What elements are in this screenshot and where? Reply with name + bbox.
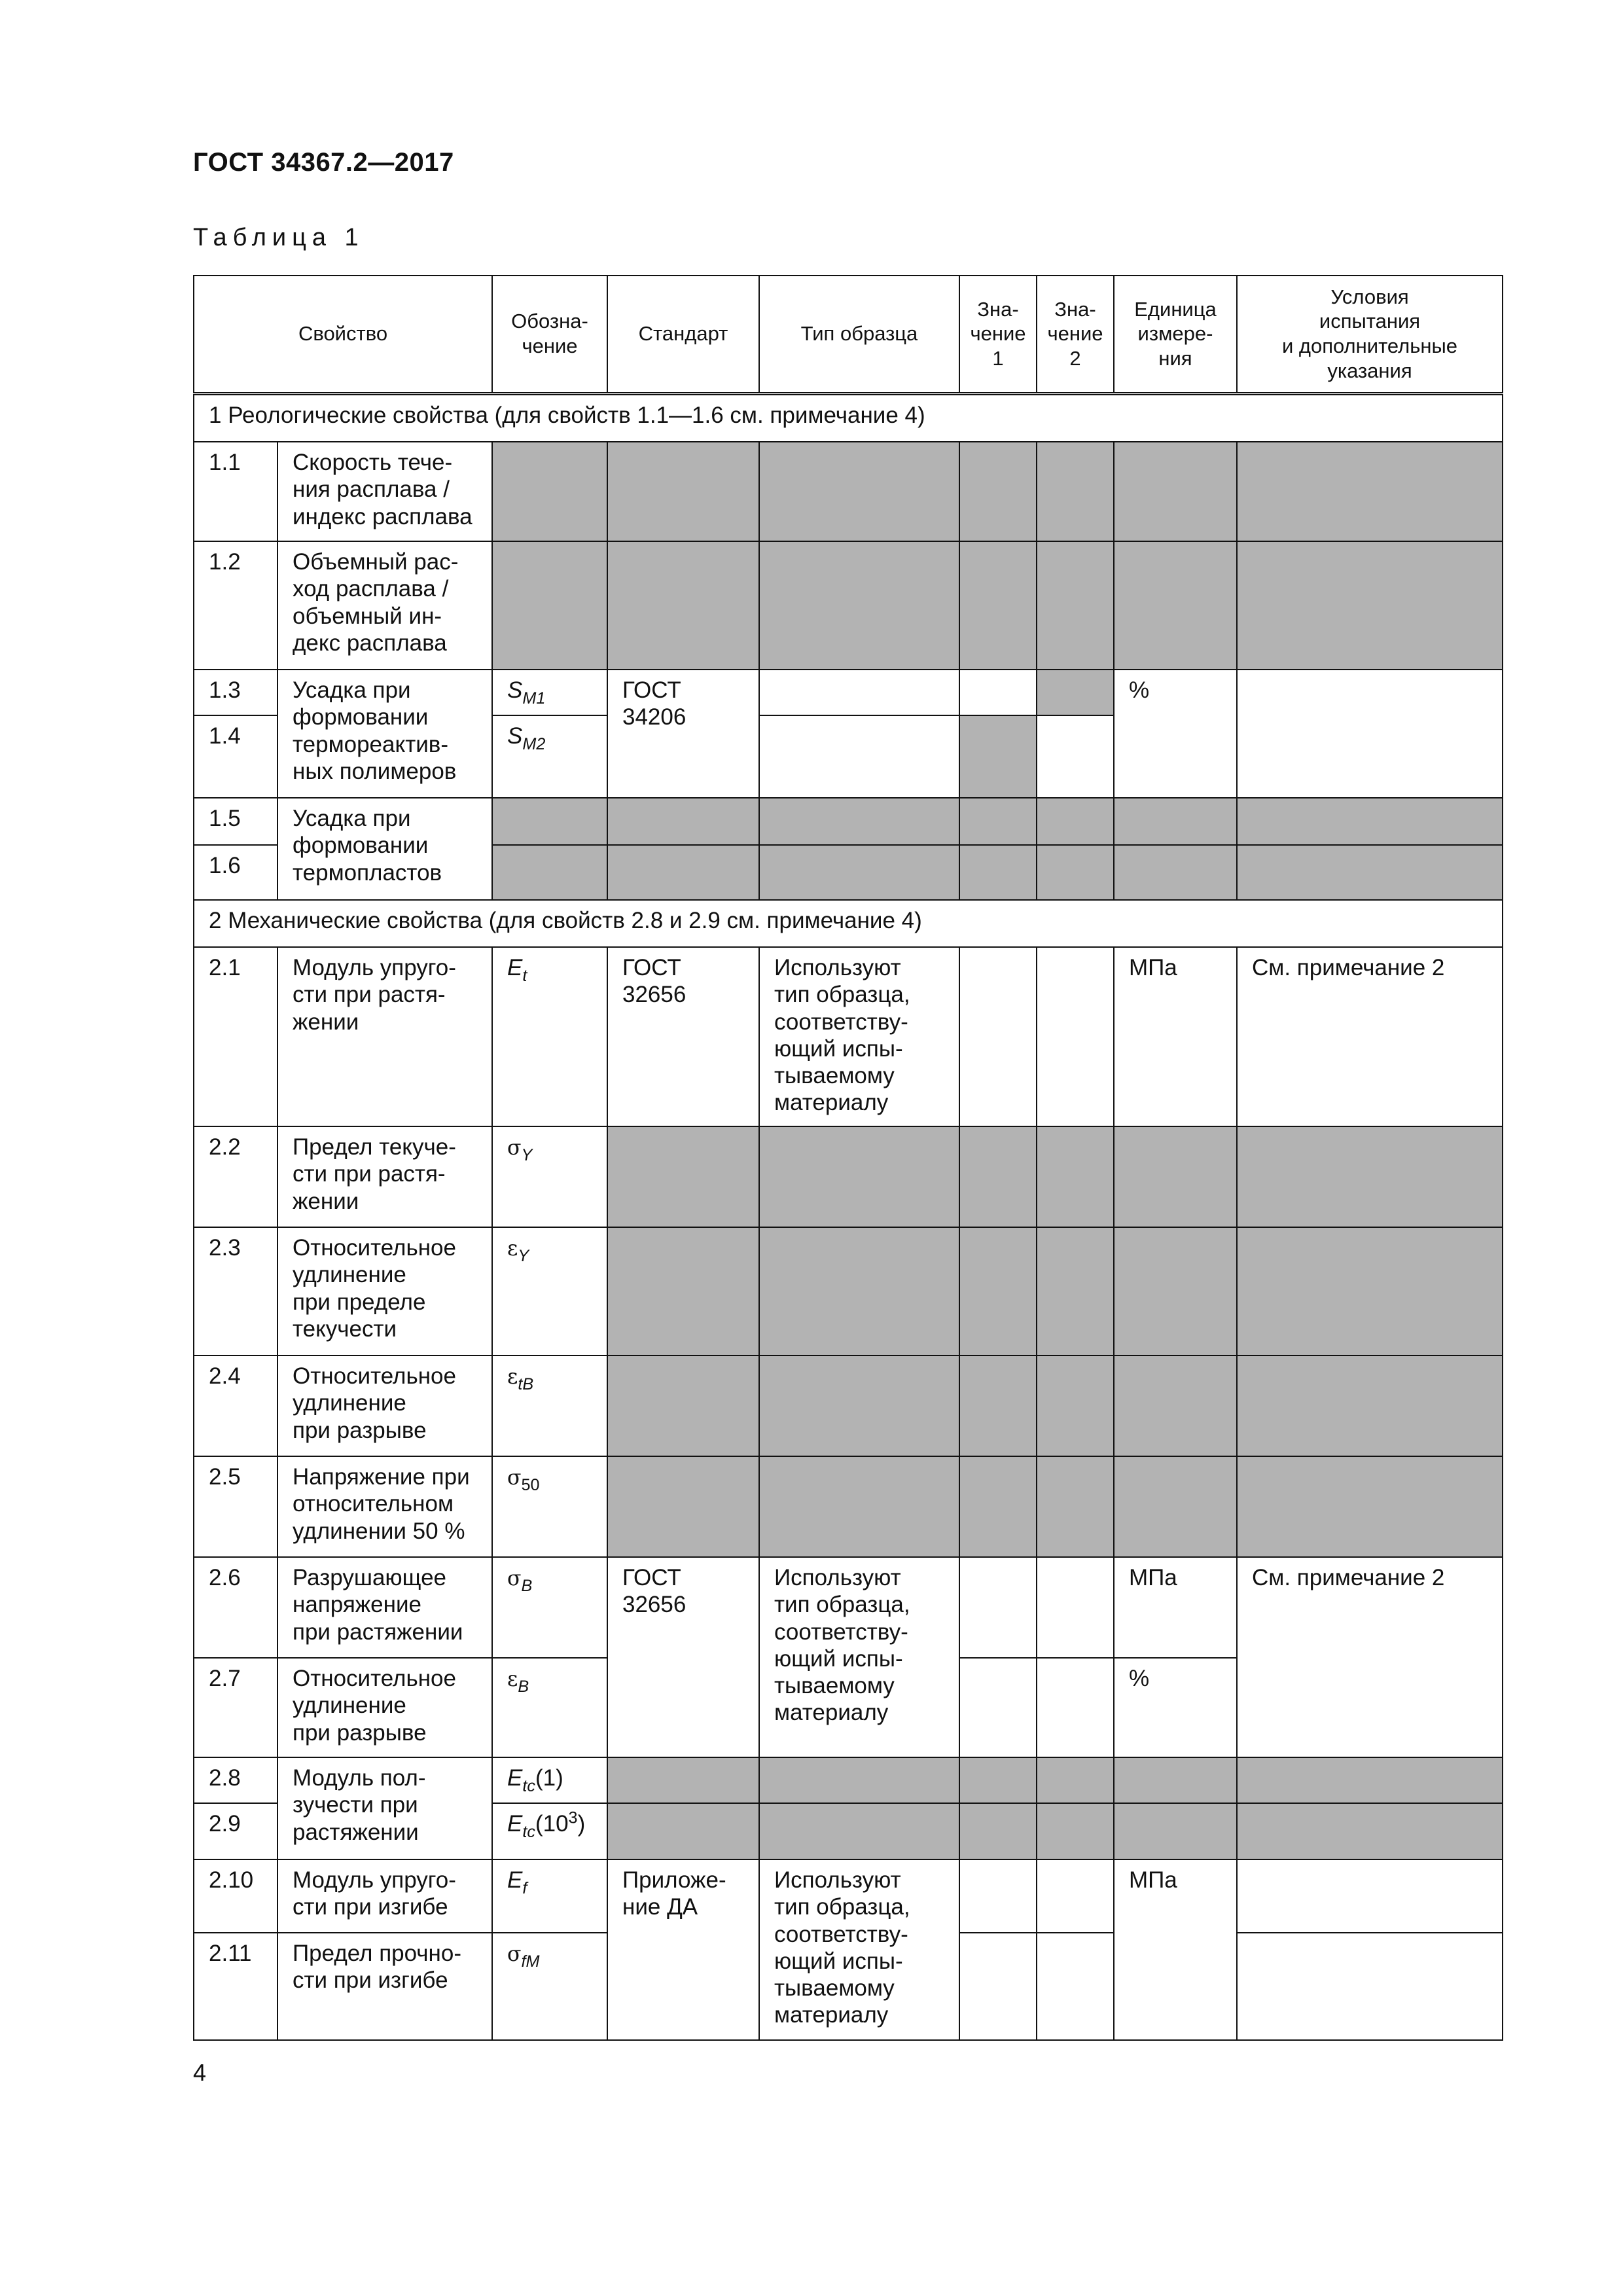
shaded-cell [959,442,1037,541]
shaded-cell [959,541,1037,670]
table-row [194,442,1503,541]
specimen: Используют тип образца, соответству- ющий испы- тываемому материалу [759,1859,959,2040]
property-name: Относительное удлинение при разрыве [277,1355,492,1456]
section-heading: 1 Реологические свойства (для свойств 1.1—1.6 см. примечание 4) [194,393,1503,442]
shaded-cell [759,1803,959,1859]
header-value2-line: чение [1047,322,1103,346]
conditions [1237,1859,1503,1933]
shaded-cell [1237,1757,1503,1803]
shaded-cell [1114,541,1237,670]
conditions [1237,1933,1503,2040]
table-caption: Таблица 1 [193,224,365,251]
row-number: 1.5 [194,798,277,845]
shaded-cell [1237,442,1503,541]
header-value1-line: 1 [992,347,1004,370]
property-name: Предел текуче- сти при растя- жении [277,1126,492,1227]
property-name: Модуль упруго- сти при растя- жении [277,947,492,1126]
header-value2 [1037,276,1114,393]
property-name: Предел прочно- сти при изгибе [277,1933,492,2040]
header-conditions-line: Условия [1330,285,1409,308]
property-name: Разрушающее напряжение при растяжении [277,1557,492,1658]
shaded-cell [1237,845,1503,900]
table-row [194,947,1503,1126]
value2 [1037,715,1114,798]
header-symbol-line: Обозна- [511,310,588,333]
value2 [1037,1557,1114,1658]
table-row [194,670,1503,715]
shaded-cell [1037,1126,1114,1227]
shaded-cell [1037,798,1114,845]
shaded-cell [1037,1355,1114,1456]
shaded-cell [607,1456,759,1557]
symbol: $\varepsilon_B$ [492,1658,607,1757]
shaded-cell [959,1355,1037,1456]
header-conditions [1237,276,1503,393]
shaded-cell [1114,1355,1237,1456]
header-unit [1114,276,1237,393]
value1 [959,1859,1037,1933]
property-name: Скорость тече- ния расплава / индекс расплава [277,442,492,541]
specimen: Используют тип образца, соответству- ющий испы- тываемому материалу [759,947,959,1126]
symbol: $\sigma_B$ [492,1557,607,1658]
shaded-cell [1114,1803,1237,1859]
unit: МПа [1114,1557,1237,1658]
conditions: См. примечание 2 [1237,947,1503,1126]
property-name: Усадка при формовании термореактив- ных полимеров [277,670,492,798]
value2 [1037,947,1114,1126]
property-name: Объемный рас- ход расплава / объемный ин- декс расплава [277,541,492,670]
shaded-cell [759,541,959,670]
header-value1 [959,276,1037,393]
unit: МПа [1114,947,1237,1126]
shaded-cell [1237,1803,1503,1859]
shaded-cell [607,1126,759,1227]
row-number: 2.9 [194,1803,277,1859]
shaded-cell [759,798,959,845]
specimen: Используют тип образца, соответству- ющий испы- тываемому материалу [759,1557,959,1757]
shaded-cell [759,1757,959,1803]
shaded-cell [759,1126,959,1227]
shaded-cell [1037,1803,1114,1859]
document-title: ГОСТ 34367.2—2017 [193,148,454,177]
shaded-cell [1114,1456,1237,1557]
value2 [1037,1859,1114,1933]
shaded-cell [607,845,759,900]
row-number: 2.10 [194,1859,277,1933]
shaded-cell [1237,1456,1503,1557]
row-number: 1.1 [194,442,277,541]
specimen [759,715,959,798]
table-row [194,1757,1503,1803]
property-name: Усадка при формовании термопластов [277,798,492,900]
shaded-cell [1114,798,1237,845]
value1 [959,1933,1037,2040]
row-number: 2.8 [194,1757,277,1803]
symbol: $\sigma_{fM}$ [492,1933,607,2040]
property-name: Модуль упруго- сти при изгибе [277,1859,492,1933]
shaded-cell [1114,845,1237,900]
shaded-cell [759,1355,959,1456]
shaded-cell [1037,1757,1114,1803]
header-unit-line: измере- [1137,322,1213,346]
header-standard: Стандарт [607,276,759,393]
shaded-cell [959,715,1037,798]
header-symbol [492,276,607,393]
shaded-cell [1114,1757,1237,1803]
row-number: 2.11 [194,1933,277,2040]
shaded-cell [607,442,759,541]
row-number: 2.3 [194,1227,277,1355]
symbol: $E_{tc}(1)$ [492,1757,607,1803]
shaded-cell [959,1456,1037,1557]
shaded-cell [759,1456,959,1557]
row-number: 1.6 [194,845,277,900]
shaded-cell [1037,1456,1114,1557]
shaded-cell [1037,442,1114,541]
section-heading: 2 Механические свойства (для свойств 2.8 и 2.9 см. примечание 4) [194,900,1503,947]
header-conditions-line: испытания [1319,310,1421,333]
shaded-cell [607,798,759,845]
header-value1-line: чение [970,322,1026,346]
page-number: 4 [193,2059,207,2086]
unit: % [1114,670,1237,798]
shaded-cell [759,442,959,541]
standard: ГОСТ 32656 [607,1557,759,1757]
row-number: 2.2 [194,1126,277,1227]
symbol: $E_f$ [492,1859,607,1933]
shaded-cell [959,798,1037,845]
row-number: 1.4 [194,715,277,798]
row-number: 1.3 [194,670,277,715]
header-value2-line: Зна- [1054,297,1096,321]
shaded-cell [1037,845,1114,900]
row-number: 2.1 [194,947,277,1126]
shaded-cell [492,798,607,845]
shaded-cell [959,1126,1037,1227]
header-specimen: Тип образца [759,276,959,393]
shaded-cell [1237,798,1503,845]
symbol: $\sigma_{50}$ [492,1456,607,1557]
shaded-cell [959,1227,1037,1355]
shaded-cell [607,1757,759,1803]
symbol: $S_{M2}$ [492,715,607,798]
shaded-cell [759,845,959,900]
row-number: 2.5 [194,1456,277,1557]
shaded-cell [492,442,607,541]
shaded-cell [492,845,607,900]
property-name: Относительное удлинение при разрыве [277,1658,492,1757]
shaded-cell [1114,1126,1237,1227]
property-name: Относительное удлинение при пределе текучести [277,1227,492,1355]
shaded-cell [959,845,1037,900]
header-unit-line: ния [1158,347,1192,370]
header-conditions-line: указания [1327,359,1412,383]
row-number: 1.2 [194,541,277,670]
value1 [959,1658,1037,1757]
shaded-cell [607,1803,759,1859]
standard: ГОСТ 34206 [607,670,759,798]
properties-table [193,275,1503,2041]
shaded-cell [492,541,607,670]
header-symbol-line: чение [522,334,578,358]
unit: % [1114,1658,1237,1757]
shaded-cell [1114,442,1237,541]
header-property: Свойство [194,276,492,393]
row-number: 2.4 [194,1355,277,1456]
table-row [194,1227,1503,1355]
table-row [194,798,1503,845]
shaded-cell [607,541,759,670]
table-row [194,1859,1503,1933]
value2 [1037,1658,1114,1757]
header-value2-line: 2 [1069,347,1081,370]
value1 [959,947,1037,1126]
standard: ГОСТ 32656 [607,947,759,1126]
symbol: $\varepsilon_Y$ [492,1227,607,1355]
shaded-cell [1037,541,1114,670]
table-row [194,1557,1503,1658]
shaded-cell [607,1355,759,1456]
conditions [1237,670,1503,798]
symbol: $\varepsilon_{tB}$ [492,1355,607,1456]
shaded-cell [959,1757,1037,1803]
table-row [194,1126,1503,1227]
symbol: $S_{M1}$ [492,670,607,715]
header-conditions-line: и дополнительные [1281,334,1458,358]
row-number: 2.7 [194,1658,277,1757]
symbol: $\sigma_Y$ [492,1126,607,1227]
table-row [194,1456,1503,1557]
shaded-cell [1037,670,1114,715]
shaded-cell [959,1803,1037,1859]
table-row [194,1355,1503,1456]
shaded-cell [1237,1355,1503,1456]
shaded-cell [1237,1227,1503,1355]
symbol: $E_t$ [492,947,607,1126]
shaded-cell [607,1227,759,1355]
value1 [959,670,1037,715]
property-name: Напряжение при относительном удлинении 50 % [277,1456,492,1557]
row-number: 2.6 [194,1557,277,1658]
symbol: $E_{tc}(10^3)$ [492,1803,607,1859]
value2 [1037,1933,1114,2040]
conditions: См. примечание 2 [1237,1557,1503,1757]
standard: Приложе- ние ДА [607,1859,759,2040]
shaded-cell [759,1227,959,1355]
table-row [194,541,1503,670]
shaded-cell [1237,1126,1503,1227]
unit: МПа [1114,1859,1237,2040]
shaded-cell [1237,541,1503,670]
header-unit-line: Единица [1134,297,1217,321]
shaded-cell [1037,1227,1114,1355]
specimen [759,670,959,715]
value1 [959,1557,1037,1658]
shaded-cell [1114,1227,1237,1355]
header-value1-line: Зна- [977,297,1019,321]
property-name: Модуль пол- зучести при растяжении [277,1757,492,1859]
